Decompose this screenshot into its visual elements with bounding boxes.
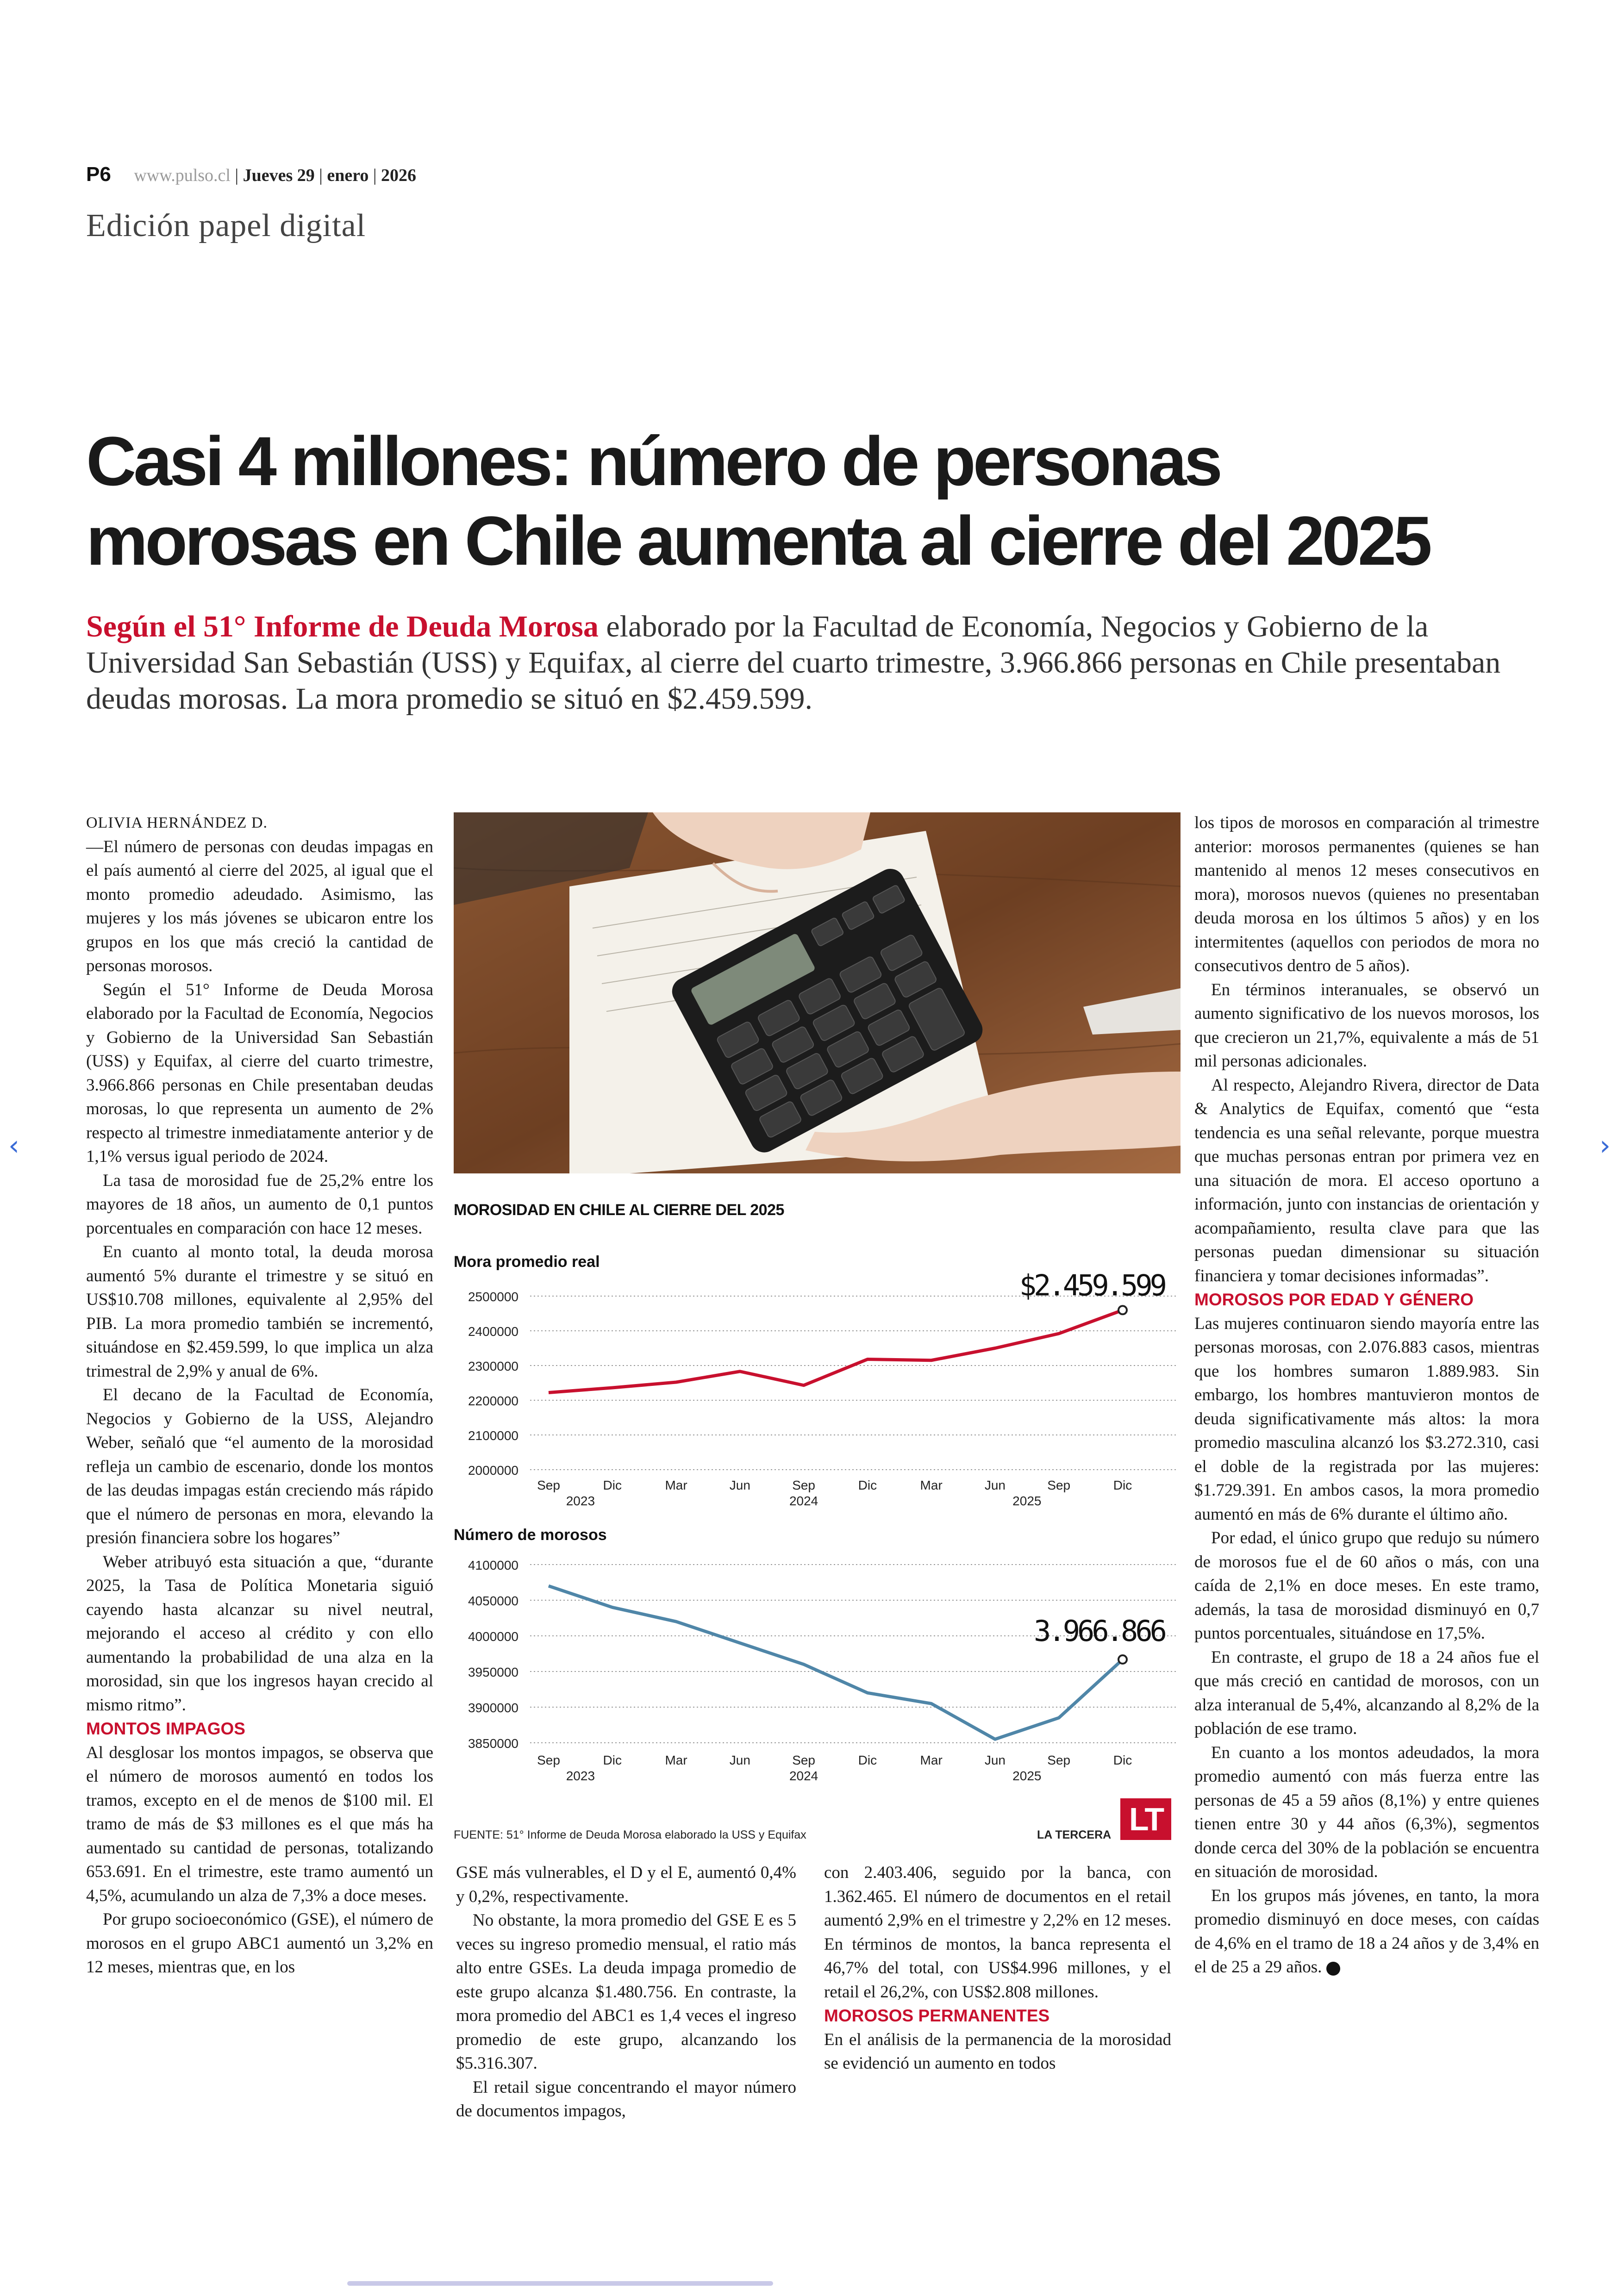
x-tick-label: Dic bbox=[858, 1478, 877, 1492]
column-1 bbox=[86, 811, 433, 1979]
y-tick-label: 2200000 bbox=[468, 1394, 518, 1408]
data-point bbox=[1118, 1306, 1127, 1314]
paragraph: Al respecto, Alejandro Rivera, director de Data & Analytics de Equifax, comentó que “esta tendencia es una señal relevante, porque muestra que muchas personas entran por primera vez en una situación de mora. El acceso oportuno a información, junto con instancias de orientación y acompañamiento, resulta clave para que las personas puedan dimensionar su situación financiera y tomar decisiones informadas”. bbox=[1194, 1075, 1539, 1285]
y-tick-label: 2100000 bbox=[468, 1428, 518, 1443]
paragraph: En contraste, el grupo de 18 a 24 años fue el que más creció en cantidad de morosos, con un alza interanual de 5,4%, alcanzando al 8,2% de la población de ese tramo. bbox=[1194, 1647, 1539, 1738]
x-tick-label: Jun bbox=[729, 1753, 750, 1767]
year-label: 2023 bbox=[566, 1769, 595, 1783]
horizontal-scrollbar[interactable] bbox=[347, 2281, 773, 2286]
x-tick-label: Dic bbox=[603, 1753, 622, 1767]
series-line bbox=[549, 1310, 1123, 1392]
paragraph: los tipos de morosos en comparación al trimestre anterior: morosos permanentes (quienes se han mantenido al menos 12 meses consecutivos en mora), morosos nuevos (quienes no presentaban deuda morosa en los últimos 5 años) y en los intermitentes (aquellos con periodos de mora no consecutivos dentro de 5 años). bbox=[1194, 813, 1539, 975]
paragraph: Por grupo socioeconómico (GSE), el número de morosos en el grupo ABC1 aumentó un 3,2% en 12 meses, mientras que, en los bbox=[86, 1910, 433, 1977]
y-tick-label: 3950000 bbox=[468, 1665, 518, 1679]
year-label: 2024 bbox=[789, 1494, 818, 1508]
column-2 bbox=[456, 1861, 796, 2123]
date-year: 2026 bbox=[381, 166, 416, 185]
section-heading: MONTOS IMPAGOS bbox=[86, 1719, 245, 1738]
end-value-label: $2.459.599 bbox=[1019, 1268, 1164, 1303]
charts bbox=[449, 1222, 1190, 1824]
x-tick-label: Mar bbox=[665, 1753, 687, 1767]
x-tick-label: Dic bbox=[1113, 1753, 1132, 1767]
year-label: 2025 bbox=[1012, 1494, 1042, 1508]
paragraph: En cuanto a los montos adeudados, la mora promedio aumentó con más fuerza entre las personas de 45 a 59 años (8,1%) y entre quienes tienen entre 30 y 44 años (6,3%), segmentos donde cerca del 30% de la población se encuentra en situación de morosidad. bbox=[1194, 1743, 1539, 1881]
x-tick-label: Jun bbox=[984, 1753, 1006, 1767]
y-tick-label: 4000000 bbox=[468, 1629, 518, 1644]
site-url[interactable]: www.pulso.cl bbox=[134, 166, 231, 185]
paragraph: Por edad, el único grupo que redujo su número de morosos fue el de 60 años o más, con una caída de 2,1% en doce meses. En este tramo, además, la tasa de morosidad disminuyó en 0,7 puntos porcentuales, situándose en 17,5%. bbox=[1194, 1528, 1539, 1643]
paragraph: Weber atribuyó esta situación a que, “durante 2025, la Tasa de Política Monetaria siguió cayendo hasta alcanzar su nivel neutral, mejorando el acceso al crédito y con ello aumentando la probabilidad de una alza en la morosidad, sin que los ingresos hayan crecido al mismo ritmo”. bbox=[86, 1552, 433, 1715]
section-heading: MOROSOS PERMANENTES bbox=[824, 2006, 1050, 2025]
x-tick-label: Sep bbox=[537, 1478, 560, 1492]
paragraph: La tasa de morosidad fue de 25,2% entre los mayores de 18 años, un aumento de 0,1 puntos porcentuales en comparación con hace 12 meses. bbox=[86, 1171, 433, 1238]
graphic-credit: LA TERCERA bbox=[1037, 1828, 1112, 1841]
x-tick-label: Sep bbox=[792, 1478, 816, 1492]
article-photo bbox=[454, 812, 1181, 1173]
deck bbox=[86, 609, 1544, 717]
x-tick-label: Jun bbox=[729, 1478, 750, 1492]
column-3 bbox=[824, 1861, 1171, 2076]
x-tick-label: Jun bbox=[984, 1478, 1006, 1492]
paragraph: En cuanto al monto total, la deuda morosa aumentó 5% durante el trimestre y se situó en US$10.708 millones, equivalente al 2,95% del PIB. La mora promedio también se incrementó, situándose en $2.459.599, lo que implica un alza trimestral de 2,9% y anual de 6%. bbox=[86, 1242, 433, 1381]
deck-text: elaborado por la Facultad de Economía, Negocios y Gobierno de la Universidad San Sebastián (USS) y Equifax, al cierre del cuarto trimestre, 3.966.866 personas en Chile presentaban deudas morosas. La mora promedio se situó en $2.459.599. bbox=[86, 610, 1501, 716]
x-tick-label: Sep bbox=[1047, 1753, 1071, 1767]
paragraph: —El número de personas con deudas impagas en el país aumentó al cierre del 2025, al igual que el monto promedio adeudado. Asimismo, las mujeres y los más jóvenes se ubicaron entre los grupos en los que más creció la cantidad de personas morosos. bbox=[86, 837, 433, 975]
paragraph: El retail sigue concentrando el mayor número de documentos impagos, bbox=[456, 2077, 796, 2120]
y-tick-label: 4100000 bbox=[468, 1558, 518, 1572]
data-point bbox=[1118, 1655, 1127, 1664]
year-label: 2025 bbox=[1012, 1769, 1042, 1783]
chevron-right-icon: › bbox=[1599, 1129, 1611, 1162]
y-tick-label: 2000000 bbox=[468, 1463, 518, 1478]
y-tick-label: 2500000 bbox=[468, 1290, 518, 1304]
page-header: P6 www.pulso.cl | Jueves 29 | enero | 2026 bbox=[86, 163, 416, 186]
y-tick-label: 3900000 bbox=[468, 1701, 518, 1715]
chart-subtitle: Mora promedio real bbox=[454, 1253, 600, 1271]
la-tercera-logo: LT bbox=[1120, 1798, 1171, 1840]
y-tick-label: 2300000 bbox=[468, 1359, 518, 1373]
headline-line-2: morosas en Chile aumenta al cierre del 2025 bbox=[86, 502, 1430, 580]
date-month: enero bbox=[327, 166, 369, 185]
deck-lead: Según el 51° Informe de Deuda Morosa bbox=[86, 610, 599, 643]
x-tick-label: Sep bbox=[792, 1753, 816, 1767]
x-tick-label: Mar bbox=[665, 1478, 687, 1492]
x-tick-label: Dic bbox=[603, 1478, 622, 1492]
x-tick-label: Sep bbox=[1047, 1478, 1071, 1492]
paragraph: En términos interanuales, se observó un aumento significativo de los nuevos morosos, los que crecieron un 21,7%, equivalente a más de 51 mil personas adicionales. bbox=[1194, 980, 1539, 1071]
paragraph: Al desglosar los montos impagos, se observa que el número de morosos aumentó en todos los tramos, excepto en el de menos de $100 mil. El tramo de más de $3 millones es el que más ha aumentado su cantidad de personas, totalizando 653.691. En el trimestre, este tramo aumentó un 4,5%, acumulando un alza de 7,3% a doce meses. bbox=[86, 1743, 433, 1905]
column-4 bbox=[1194, 811, 1539, 1979]
y-tick-label: 3850000 bbox=[468, 1736, 518, 1751]
y-tick-label: 4050000 bbox=[468, 1594, 518, 1608]
paragraph: En el análisis de la permanencia de la morosidad se evidenció un aumento en todos bbox=[824, 2030, 1171, 2073]
end-mark-icon: P bbox=[1326, 1962, 1340, 1976]
paragraph-text: En los grupos más jóvenes, en tanto, la mora promedio disminuyó en doce meses, con caídas de 4,6% en el tramo de 18 a 24 años y de 3,4% en el de 25 a 29 años. bbox=[1194, 1886, 1539, 1977]
x-tick-label: Sep bbox=[537, 1753, 560, 1767]
paragraph: Según el 51° Informe de Deuda Morosa elaborado por la Facultad de Economía, Negocios y Gobierno de la Universidad San Sebastián (USS) y Equifax, al cierre del cuarto trimestre, 3.966.866 personas en Chile presentaban deudas morosas, lo que representa un aumento de 2% respecto al trimestre inmediatamente anterior y de 1,1% versus igual periodo de 2024. bbox=[86, 980, 433, 1166]
graphic-source: FUENTE: 51° Informe de Deuda Morosa elaborado la USS y Equifax bbox=[454, 1828, 806, 1841]
prev-page-button[interactable] bbox=[8, 1129, 19, 1162]
paragraph bbox=[1194, 1884, 1539, 1979]
graphic-title: MOROSIDAD EN CHILE AL CIERRE DEL 2025 bbox=[454, 1201, 784, 1219]
page-number: P6 bbox=[86, 163, 111, 186]
date-day: Jueves 29 bbox=[243, 166, 315, 185]
x-tick-label: Mar bbox=[920, 1753, 943, 1767]
end-value-label: 3.966.866 bbox=[1034, 1614, 1164, 1648]
paragraph: con 2.403.406, seguido por la banca, con 1.362.465. El número de documentos en el retail aumentó 2,9% en el trimestre y 2,2% en 12 meses. En términos de montos, la banca representa el 46,7% del total, con US$4.996 millones, y el retail el 26,2%, con US$2.808 millones. bbox=[824, 1863, 1171, 2002]
calculator-photo bbox=[454, 812, 1181, 1173]
x-tick-label: Dic bbox=[1113, 1478, 1132, 1492]
x-tick-label: Mar bbox=[920, 1478, 943, 1492]
chart-subtitle: Número de morosos bbox=[454, 1526, 607, 1544]
edition-label: Edición papel digital bbox=[86, 208, 366, 243]
byline: OLIVIA HERNÁNDEZ D. bbox=[86, 814, 268, 831]
y-tick-label: 2400000 bbox=[468, 1324, 518, 1339]
paragraph: El decano de la Facultad de Economía, Negocios y Gobierno de la USS, Alejandro Weber, señaló que “el aumento de la morosidad refleja un cambio de escenario, donde los montos de las deudas impagas están creciendo más rápido que el número de personas en mora, elevando la presión financiera sobre los hogares” bbox=[86, 1385, 433, 1547]
section-heading: MOROSOS POR EDAD Y GÉNERO bbox=[1194, 1290, 1474, 1309]
paragraph: GSE más vulnerables, el D y el E, aumentó 0,4% y 0,2%, respectivamente. bbox=[456, 1863, 796, 1906]
chevron-left-icon: ‹ bbox=[8, 1129, 19, 1162]
x-tick-label: Dic bbox=[858, 1753, 877, 1767]
paragraph: Las mujeres continuaron siendo mayoría entre las personas morosas, con 2.076.883 casos, mientras que los hombres sumaron 1.889.983. Sin embargo, los hombres mantuvieron montos de deuda significativamente más altos: la mora promedio masculina alcanzó los $3.272.310, casi el doble de la registrada por las mujeres: $1.729.391. En ambos casos, la mora promedio aumentó en más de 6% durante el último año. bbox=[1194, 1314, 1539, 1524]
series-line bbox=[549, 1586, 1123, 1739]
headline-line-1: Casi 4 millones: número de personas bbox=[86, 422, 1220, 500]
paragraph: No obstante, la mora promedio del GSE E es 5 veces su ingreso promedio mensual, el ratio más alto entre GSEs. La deuda impaga promedio de este grupo alcanza $1.480.756. En contraste, la mora promedio del ABC1 es 1,4 veces el ingreso promedio de este grupo, alcanzando los $5.316.307. bbox=[456, 1911, 796, 2073]
year-label: 2024 bbox=[789, 1769, 818, 1783]
headline bbox=[86, 421, 1544, 580]
next-page-button[interactable] bbox=[1599, 1129, 1611, 1162]
year-label: 2023 bbox=[566, 1494, 595, 1508]
